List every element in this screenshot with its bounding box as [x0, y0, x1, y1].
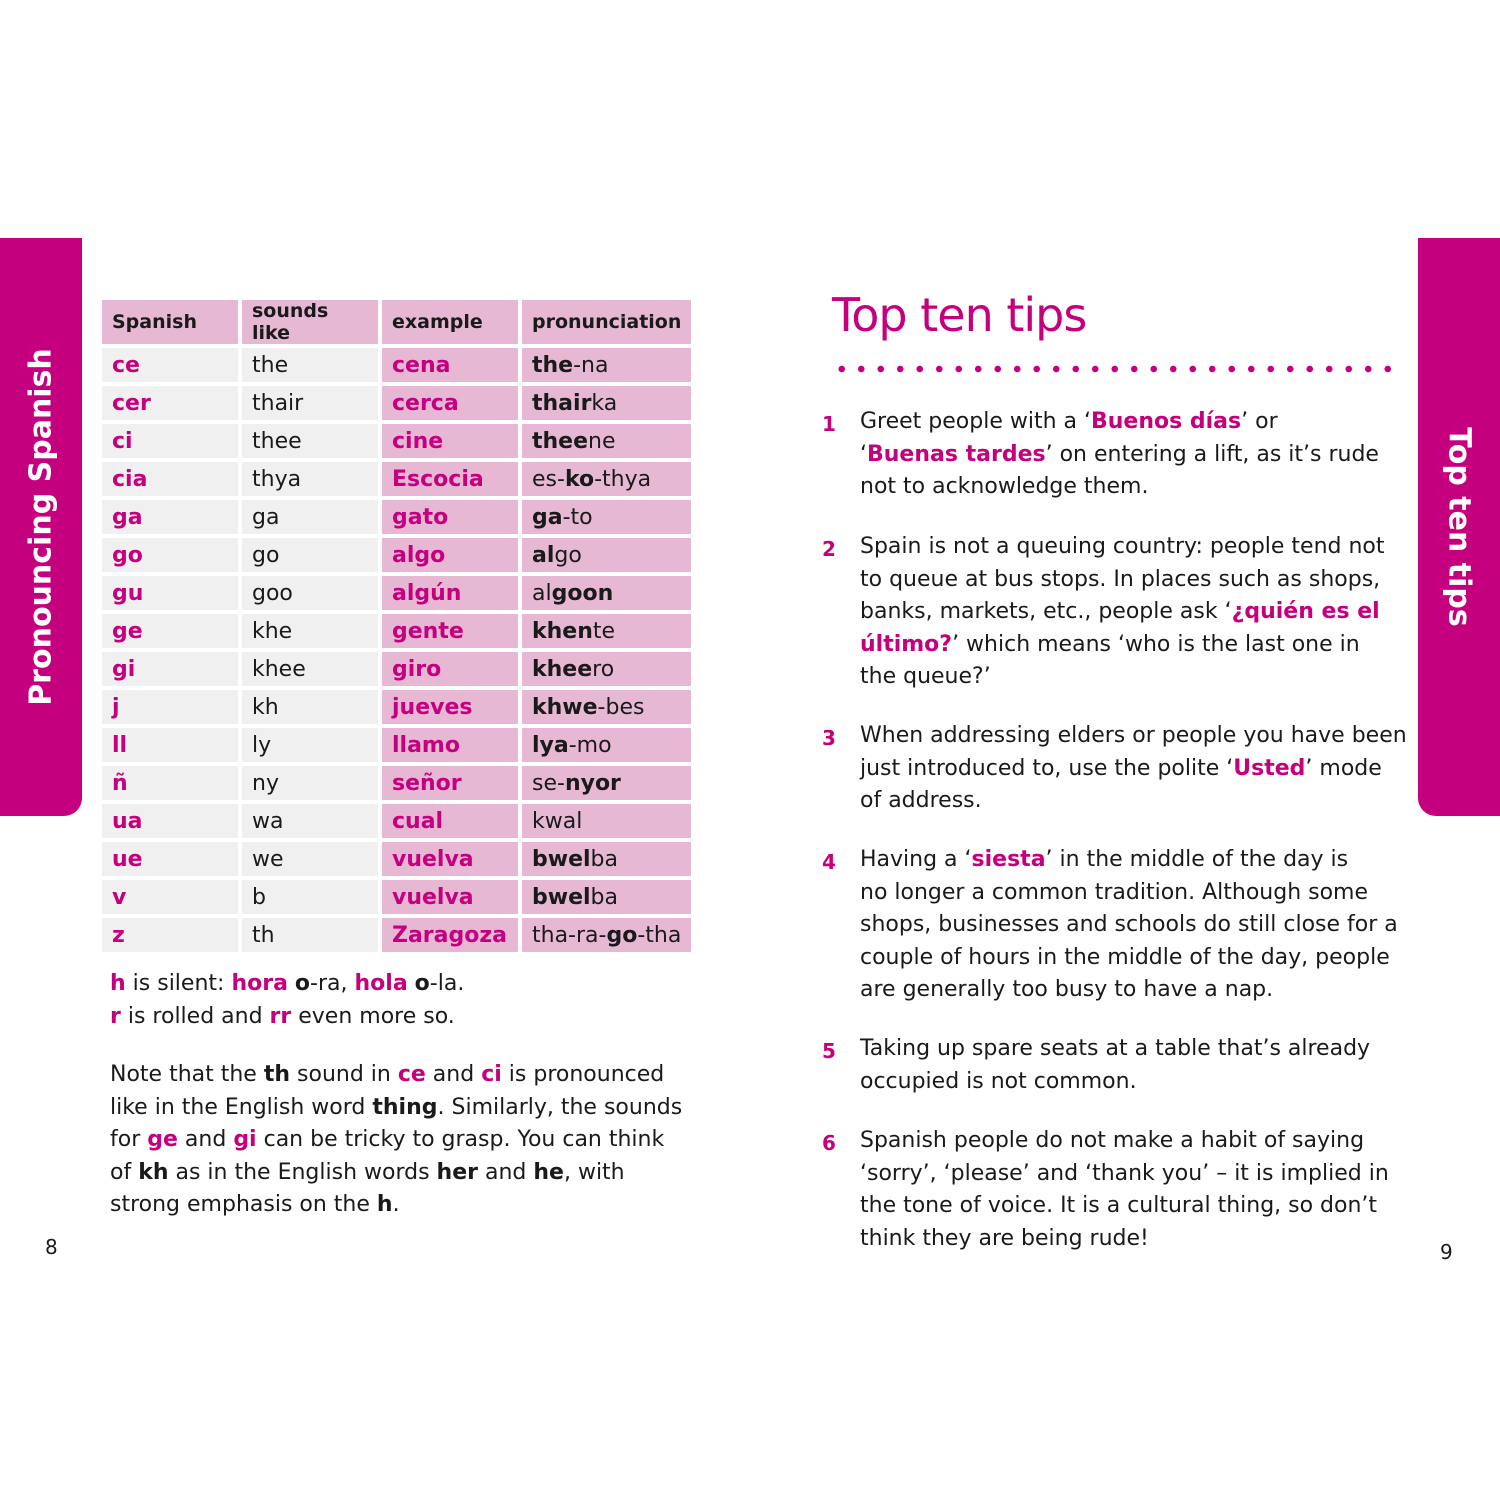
text-run: of — [110, 1159, 139, 1185]
table-row — [102, 538, 691, 572]
tip-line — [860, 661, 1440, 694]
table-row — [102, 728, 691, 762]
text-run: sound in — [290, 1062, 398, 1087]
text-run: Greet people with a ‘ — [860, 409, 1091, 434]
spanish-letters: ce — [112, 352, 140, 378]
table-row — [102, 424, 691, 458]
tip-number: 1 — [822, 412, 836, 436]
pronunciation-part: thair — [532, 390, 592, 416]
text-run — [288, 971, 295, 996]
tip-line — [860, 1158, 1440, 1191]
text-run: the queue?’ — [860, 664, 991, 689]
cell-pronunciation — [522, 576, 691, 610]
text-run: ci — [481, 1062, 502, 1087]
text-run: thing — [372, 1094, 438, 1120]
spanish-letters: v — [112, 884, 127, 910]
note-line — [110, 1059, 690, 1092]
text-run: rr — [269, 1003, 292, 1029]
section-tab-label: Top ten tips — [1441, 427, 1477, 627]
tip-line — [860, 629, 1440, 662]
text-run: h — [110, 971, 126, 996]
cell-spanish — [102, 614, 238, 648]
cell-sounds-like — [242, 424, 378, 458]
example-word: cine — [392, 428, 444, 454]
cell-sounds-like — [242, 766, 378, 800]
example-word: señor — [392, 770, 462, 796]
cell-pronunciation — [522, 348, 691, 382]
header-spanish: Spanish — [102, 300, 238, 344]
text-run: último? — [860, 631, 953, 657]
text-run: ’ in the middle of the day is — [1045, 847, 1349, 872]
cell-spanish — [102, 804, 238, 838]
note-paragraph — [110, 968, 690, 1033]
pronunciation-part: -thya — [594, 466, 652, 492]
tip-number: 2 — [822, 537, 836, 561]
cell-pronunciation — [522, 842, 691, 876]
spanish-letters: ge — [112, 618, 143, 644]
cell-example — [382, 462, 518, 496]
cell-pronunciation — [522, 538, 691, 572]
cell-example — [382, 918, 518, 952]
pronunciation-part: lya — [532, 732, 569, 758]
text-run: . — [392, 1192, 400, 1217]
text-run: he — [533, 1159, 564, 1185]
text-run: ge — [147, 1127, 178, 1152]
cell-sounds-like — [242, 880, 378, 914]
cell-spanish — [102, 766, 238, 800]
tip-line — [860, 720, 1440, 753]
pronunciation-notes — [110, 968, 690, 1222]
text-run: even more so. — [291, 1003, 455, 1029]
sounds-like: ny — [252, 770, 279, 796]
cell-spanish — [102, 918, 238, 952]
spanish-letters: ua — [112, 808, 143, 834]
example-word: Escocia — [392, 466, 484, 492]
cell-example — [382, 690, 518, 724]
text-run: ’ mode — [1305, 755, 1382, 781]
pronunciation-part: ko — [564, 466, 595, 492]
spanish-letters: gi — [112, 656, 136, 682]
cell-sounds-like — [242, 804, 378, 838]
text-run: , with — [563, 1159, 625, 1185]
tip-line — [860, 844, 1440, 877]
cell-spanish — [102, 690, 238, 724]
table-row — [102, 918, 691, 952]
sounds-like: kh — [252, 694, 279, 720]
pronunciation-table — [98, 296, 695, 956]
text-run: are generally too busy to have a nap. — [860, 977, 1274, 1002]
note-paragraph — [110, 1059, 690, 1222]
cell-example — [382, 614, 518, 648]
tip-line — [860, 1190, 1440, 1223]
text-run: ‘sorry’, ‘please’ and ‘thank you’ – it is implied in — [860, 1160, 1389, 1186]
cell-example — [382, 386, 518, 420]
cell-spanish — [102, 728, 238, 762]
tip-number: 4 — [822, 850, 836, 874]
sounds-like: th — [252, 922, 275, 948]
cell-sounds-like — [242, 842, 378, 876]
cell-example — [382, 652, 518, 686]
tip-line — [860, 1223, 1440, 1256]
text-run: to queue at bus stops. In places such as shops, — [860, 566, 1381, 592]
pronunciation-part: ka — [591, 390, 618, 416]
tip-line — [860, 406, 1440, 439]
tip-line — [860, 531, 1440, 564]
spanish-letters: j — [112, 694, 120, 720]
tip-line — [860, 564, 1440, 597]
tip-line — [860, 1033, 1440, 1066]
text-run: -ra, — [310, 971, 355, 996]
spanish-letters: ñ — [112, 770, 128, 796]
tip-line — [860, 1066, 1440, 1099]
cell-sounds-like — [242, 652, 378, 686]
table-row — [102, 842, 691, 876]
text-run: banks, markets, etc., people ask ‘ — [860, 599, 1232, 624]
cell-pronunciation — [522, 500, 691, 534]
cell-spanish — [102, 348, 238, 382]
example-word: algo — [392, 542, 446, 568]
text-run: Note that the — [110, 1062, 264, 1087]
sounds-like: wa — [252, 808, 284, 834]
pronunciation-part: ba — [590, 884, 618, 910]
cell-spanish — [102, 386, 238, 420]
table-row — [102, 462, 691, 496]
tip-line — [860, 1125, 1440, 1158]
pronunciation-part: bwel — [532, 884, 591, 910]
text-run: h — [376, 1192, 393, 1217]
text-run: no longer a common tradition. Although some — [860, 879, 1369, 905]
example-word: Zaragoza — [392, 922, 508, 948]
cell-example — [382, 842, 518, 876]
cell-sounds-like — [242, 348, 378, 382]
text-run: Spanish people do not make a habit of saying — [860, 1128, 1365, 1153]
tip-line — [860, 471, 1440, 504]
pronunciation-part: al — [532, 580, 552, 606]
text-run: occupied is not common. — [860, 1068, 1137, 1094]
text-run: hola — [354, 971, 408, 996]
text-run: as in the English words — [168, 1159, 437, 1185]
text-run: r — [110, 1003, 121, 1029]
tip-line — [860, 596, 1440, 629]
spanish-letters: z — [112, 922, 125, 948]
pronunciation-part: -bes — [597, 694, 645, 720]
example-word: algún — [392, 580, 462, 606]
pronunciation-part: te — [592, 618, 616, 644]
spanish-letters: ga — [112, 504, 143, 530]
cell-pronunciation — [522, 766, 691, 800]
sounds-like: the — [252, 352, 289, 378]
text-run: ¿quién es el — [1231, 599, 1380, 624]
text-run: strong emphasis on the — [110, 1192, 377, 1217]
cell-pronunciation — [522, 462, 691, 496]
pronunciation-part: tha-ra- — [532, 922, 607, 948]
text-run: is pronounced — [501, 1062, 665, 1087]
text-run: ce — [397, 1062, 426, 1087]
pronunciation-part: the — [532, 352, 574, 378]
table-row — [102, 690, 691, 724]
note-line — [110, 968, 690, 1001]
tip-line — [860, 785, 1440, 818]
section-tab-pronouncing-spanish — [0, 238, 82, 816]
tip-line — [860, 753, 1440, 786]
example-word: cual — [392, 808, 444, 834]
spanish-letters: ci — [112, 428, 133, 454]
note-line — [110, 1189, 690, 1222]
cell-example — [382, 576, 518, 610]
cell-pronunciation — [522, 614, 691, 648]
pronunciation-part: goon — [551, 580, 614, 606]
cell-example — [382, 728, 518, 762]
pronunciation-part: ba — [590, 846, 618, 872]
tip-line — [860, 877, 1440, 910]
pronunciation-part: al — [532, 542, 555, 568]
cell-spanish — [102, 576, 238, 610]
table-row — [102, 386, 691, 420]
pronunciation-part: nyor — [564, 770, 621, 796]
text-run: kh — [138, 1159, 169, 1185]
text-run — [408, 971, 415, 996]
example-word: vuelva — [392, 884, 474, 910]
header-sounds-like: sounds like — [242, 300, 378, 344]
text-run: -la. — [429, 971, 465, 996]
example-word: vuelva — [392, 846, 474, 872]
tip-item — [820, 406, 1440, 504]
sounds-like: ly — [252, 732, 272, 758]
page-title: Top ten tips — [832, 288, 1087, 342]
cell-spanish — [102, 500, 238, 534]
text-run: and — [477, 1159, 534, 1185]
cell-spanish — [102, 880, 238, 914]
sounds-like: we — [252, 846, 284, 872]
text-run: and — [177, 1127, 234, 1152]
table-row — [102, 652, 691, 686]
cell-pronunciation — [522, 804, 691, 838]
text-run: Buenas tardes — [867, 441, 1046, 467]
cell-pronunciation — [522, 424, 691, 458]
pronunciation-part: ne — [588, 428, 616, 454]
tip-item — [820, 720, 1440, 818]
cell-spanish — [102, 842, 238, 876]
tip-item — [820, 844, 1440, 1007]
tip-line — [860, 974, 1440, 1007]
page-number-left: 8 — [45, 1235, 58, 1259]
spanish-letters: cia — [112, 466, 148, 492]
cell-pronunciation — [522, 918, 691, 952]
tip-number: 6 — [822, 1131, 836, 1155]
sounds-like: thya — [252, 466, 302, 492]
text-run: ’ which means ‘who is the last one in — [952, 631, 1360, 657]
cell-sounds-like — [242, 614, 378, 648]
pronunciation-part: go — [554, 542, 582, 568]
sounds-like: ga — [252, 504, 280, 530]
text-run: Having a ‘ — [860, 847, 972, 872]
pronunciation-part: kwal — [532, 808, 583, 834]
cell-example — [382, 538, 518, 572]
spanish-letters: ue — [112, 846, 143, 872]
example-word: giro — [392, 656, 442, 682]
text-run: Spain is not a queuing country: people tend not — [860, 534, 1385, 559]
tip-item — [820, 1125, 1440, 1255]
header-example: example — [382, 300, 518, 344]
text-run: When addressing elders or people you have been — [860, 723, 1407, 748]
note-line — [110, 1157, 690, 1190]
text-run: like in the English word — [110, 1094, 373, 1120]
text-run: is silent: — [125, 971, 232, 996]
pronunciation-part: thee — [532, 428, 589, 454]
table-row — [102, 766, 691, 800]
pronunciation-part: ga — [532, 504, 563, 530]
pronunciation-part: es- — [532, 466, 565, 492]
cell-pronunciation — [522, 728, 691, 762]
cell-sounds-like — [242, 690, 378, 724]
tip-line — [860, 909, 1440, 942]
header-pronunciation: pronunciation — [522, 300, 691, 344]
pronunciation-part: khen — [532, 618, 593, 644]
tip-line — [860, 439, 1440, 472]
sounds-like: goo — [252, 580, 293, 606]
text-run: shops, businesses and schools do still close for a — [860, 912, 1398, 937]
cell-spanish — [102, 538, 238, 572]
cell-sounds-like — [242, 728, 378, 762]
cell-example — [382, 766, 518, 800]
pronunciation-part: -to — [562, 504, 593, 530]
text-run: think they are being rude! — [860, 1225, 1149, 1251]
pronunciation-part: khwe — [532, 694, 598, 720]
cell-example — [382, 880, 518, 914]
cell-sounds-like — [242, 538, 378, 572]
cell-sounds-like — [242, 918, 378, 952]
table-row — [102, 614, 691, 648]
example-word: gente — [392, 618, 464, 644]
cell-sounds-like — [242, 386, 378, 420]
cell-pronunciation — [522, 652, 691, 686]
example-word: gato — [392, 504, 449, 530]
cell-example — [382, 424, 518, 458]
text-run: ‘ — [860, 441, 867, 467]
example-word: cerca — [392, 390, 459, 416]
text-run: and — [425, 1062, 482, 1087]
text-run: o — [294, 971, 311, 996]
note-line — [110, 1124, 690, 1157]
text-run: ’ on entering a lift, as it’s rude — [1045, 441, 1379, 467]
text-run: for — [110, 1127, 148, 1152]
cell-spanish — [102, 462, 238, 496]
cell-pronunciation — [522, 386, 691, 420]
pronunciation-part: -mo — [568, 732, 612, 758]
text-run: o — [414, 971, 430, 996]
cell-example — [382, 804, 518, 838]
spanish-letters: go — [112, 542, 143, 568]
note-line — [110, 1001, 690, 1034]
sounds-like: khe — [252, 618, 293, 644]
spanish-letters: ll — [112, 732, 128, 758]
table-body — [102, 348, 691, 952]
text-run: couple of hours in the middle of the day, people — [860, 944, 1390, 970]
table-header-row — [102, 300, 691, 344]
sounds-like: khee — [252, 656, 306, 682]
tip-line — [860, 942, 1440, 975]
text-run: Usted — [1233, 755, 1306, 781]
text-run: gi — [233, 1127, 257, 1152]
table-row — [102, 576, 691, 610]
example-word: jueves — [392, 694, 473, 720]
tip-item — [820, 531, 1440, 694]
cell-pronunciation — [522, 880, 691, 914]
cell-sounds-like — [242, 576, 378, 610]
pronunciation-part: -na — [573, 352, 609, 378]
text-run: Buenos días — [1091, 409, 1242, 434]
text-run: just introduced to, use the polite ‘ — [860, 755, 1234, 781]
text-run: her — [436, 1159, 478, 1185]
pronunciation-part: ro — [592, 656, 615, 682]
tip-number: 3 — [822, 726, 836, 750]
pronunciation-part: bwel — [532, 846, 591, 872]
pronunciation-part: -tha — [637, 922, 682, 948]
text-run: th — [263, 1062, 291, 1087]
text-run: hora — [231, 971, 288, 996]
table-row — [102, 348, 691, 382]
table-row — [102, 880, 691, 914]
table-row — [102, 804, 691, 838]
spanish-letters: cer — [112, 390, 151, 416]
pronunciation-part: se- — [532, 770, 565, 796]
text-run: siesta — [971, 847, 1046, 872]
text-run: ’ or — [1241, 409, 1278, 434]
pronunciation-part: go — [606, 922, 638, 948]
text-run: Taking up spare seats at a table that’s already — [860, 1036, 1371, 1061]
cell-sounds-like — [242, 462, 378, 496]
tip-item — [820, 1033, 1440, 1098]
text-run: not to acknowledge them. — [860, 474, 1149, 499]
dotted-divider — [832, 364, 1392, 374]
sounds-like: thee — [252, 428, 302, 454]
example-word: cena — [392, 352, 451, 378]
cell-spanish — [102, 424, 238, 458]
text-run: can be tricky to grasp. You can think — [256, 1127, 665, 1152]
text-run: . Similarly, the sounds — [437, 1094, 683, 1120]
cell-pronunciation — [522, 690, 691, 724]
sounds-like: thair — [252, 390, 304, 416]
cell-spanish — [102, 652, 238, 686]
section-tab-label: Pronouncing Spanish — [23, 348, 59, 706]
tip-number: 5 — [822, 1039, 836, 1063]
note-line — [110, 1092, 690, 1125]
cell-example — [382, 500, 518, 534]
pronunciation-part: khee — [532, 656, 593, 682]
sounds-like: go — [252, 542, 280, 568]
cell-sounds-like — [242, 500, 378, 534]
text-run: the tone of voice. It is a cultural thing, so don’t — [860, 1193, 1378, 1218]
text-run: is rolled and — [120, 1003, 270, 1029]
spanish-letters: gu — [112, 580, 144, 606]
example-word: llamo — [392, 732, 460, 758]
sounds-like: b — [252, 884, 266, 910]
cell-example — [382, 348, 518, 382]
table-row — [102, 500, 691, 534]
page-number-right: 9 — [1440, 1240, 1453, 1264]
text-run: of address. — [860, 788, 982, 813]
